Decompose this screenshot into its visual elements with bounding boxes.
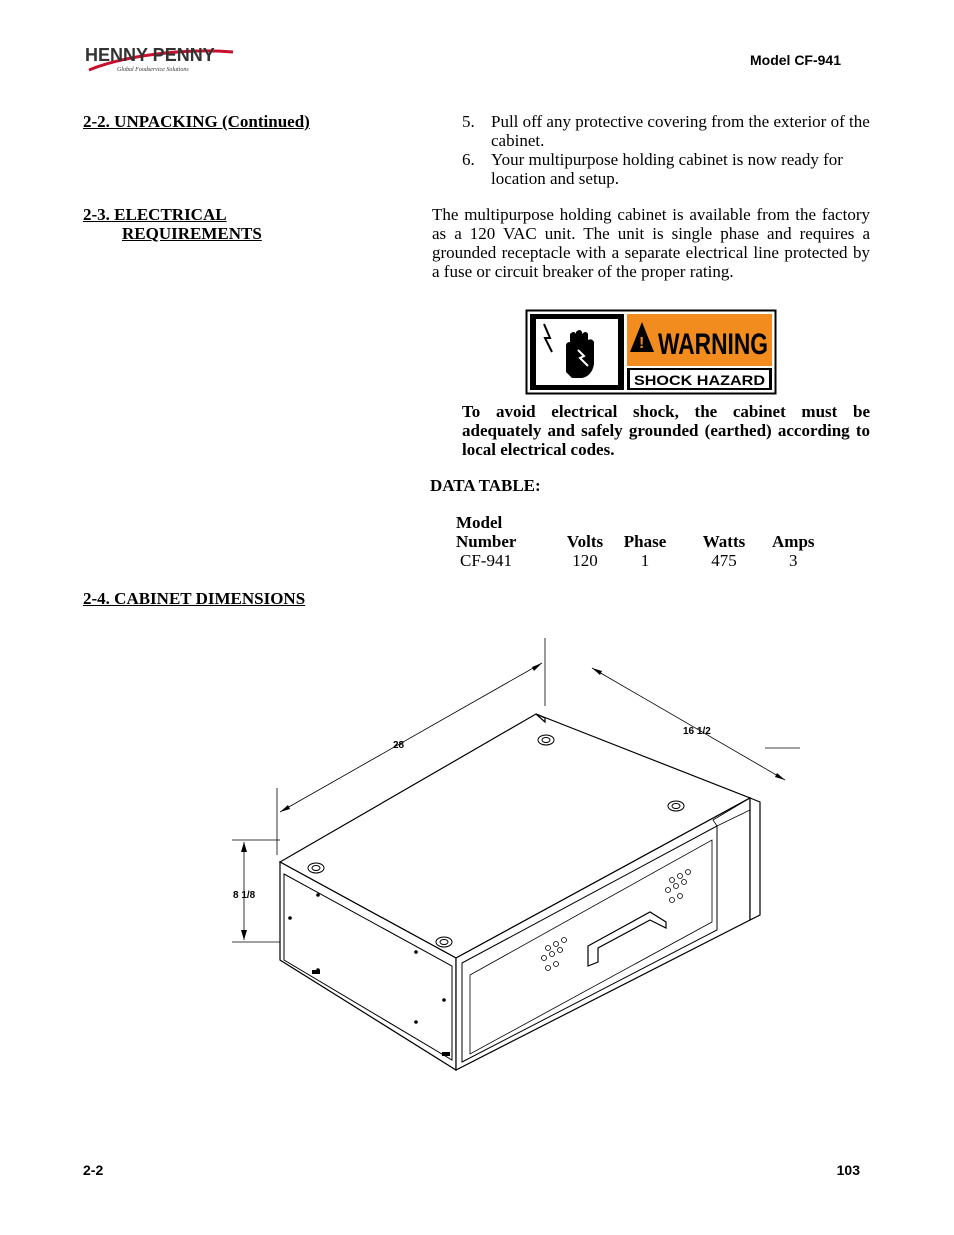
unpacking-step xyxy=(462,150,882,188)
data-table-label: DATA TABLE: xyxy=(430,476,541,495)
step-number: 6. xyxy=(462,150,475,169)
table-header-row xyxy=(452,513,815,551)
electrical-heading-line1: 2-3. ELECTRICAL xyxy=(83,205,227,224)
cell-volts: 120 xyxy=(572,551,598,570)
warning-title: WARNING xyxy=(658,328,768,361)
cell-amps: 3 xyxy=(789,551,798,570)
dimension-depth-label: 16 1/2 xyxy=(683,726,711,737)
col-header-amps: Amps xyxy=(772,532,815,551)
table-row xyxy=(452,551,815,570)
col-header-watts: Watts xyxy=(702,532,746,551)
cell-phase: 1 xyxy=(640,551,650,570)
logo-wordmark: HENNY PENNY xyxy=(85,45,215,65)
step-number: 5. xyxy=(462,112,475,131)
col-header-volts: Volts xyxy=(566,532,604,551)
col-header-model: Model Number xyxy=(456,513,517,551)
data-table xyxy=(452,513,815,570)
dimensions-heading: 2-4. CABINET DIMENSIONS xyxy=(83,589,306,608)
shock-hazard-warning-label xyxy=(526,310,776,394)
footer-section-number: 2-2 xyxy=(83,1162,104,1178)
step-text: Pull off any protective covering from the exterior of the cabinet. xyxy=(491,112,870,150)
step-text: Your multipurpose holding cabinet is now ready for location and setup. xyxy=(491,150,843,188)
cabinet-dimension-drawing xyxy=(220,630,800,1080)
unpacking-step xyxy=(462,112,882,150)
electrical-paragraph: The multipurpose holding cabinet is available from the factory as a 120 VAC unit. The unit is single phase and requires a grounded receptacle with a separate electrical line protected by a fuse or circuit breaker of the proper rating. xyxy=(432,205,870,281)
electrical-heading-line2: REQUIREMENTS xyxy=(122,224,262,243)
cell-watts: 475 xyxy=(711,551,737,570)
unpacking-heading: 2-2. UNPACKING (Continued) xyxy=(83,112,310,131)
footer-page-number: 103 xyxy=(836,1162,860,1178)
henny-penny-logo xyxy=(83,38,243,78)
warning-text: To avoid electrical shock, the cabinet must be adequately and safely grounded (earthed) according to local electrical codes. xyxy=(462,402,870,459)
model-header: Model CF-941 xyxy=(749,52,841,68)
dimension-width-label: 28 xyxy=(393,740,405,751)
col-header-phase: Phase xyxy=(623,532,667,551)
cell-model: CF-941 xyxy=(460,551,512,570)
svg-text:!: ! xyxy=(639,335,645,352)
unpacking-steps xyxy=(462,112,882,188)
dimension-height-label: 8 1/8 xyxy=(233,890,256,901)
warning-subtitle: SHOCK HAZARD xyxy=(634,372,765,388)
logo-tagline: Global Foodservice Solutions xyxy=(117,67,189,73)
